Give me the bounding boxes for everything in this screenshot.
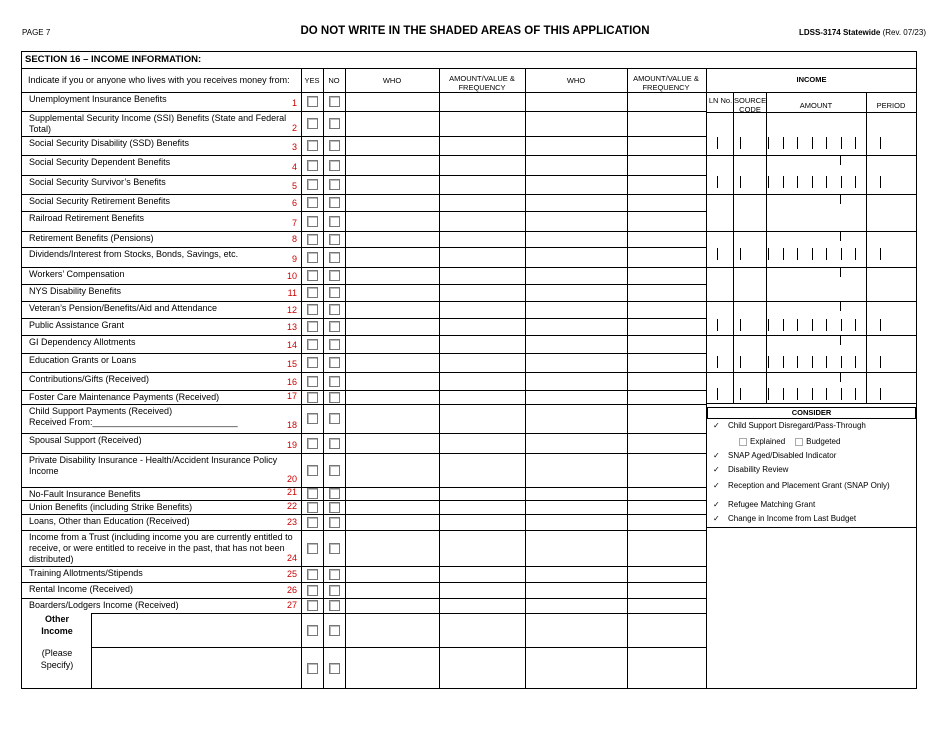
yes-checkbox[interactable] <box>307 543 318 554</box>
row-label: Union Benefits (including Strike Benefits) <box>29 502 193 512</box>
yes-checkbox[interactable] <box>307 339 318 350</box>
consider-item: Child Support Disregard/Pass-Through <box>728 421 866 430</box>
yes-checkbox[interactable] <box>307 118 318 129</box>
check-icon: ✓ <box>713 500 720 509</box>
amount-tick <box>783 356 784 368</box>
row-number: 20 <box>286 474 297 484</box>
row-number: 24 <box>286 553 297 563</box>
form-revision: (Rev. 07/23) <box>882 28 926 37</box>
no-checkbox[interactable] <box>329 600 340 611</box>
row-number: 15 <box>286 359 297 369</box>
row-number: 2 <box>291 123 297 133</box>
row-label: Income from a Trust (including income you are currently entitled to receive, or were entitled to receive in the past, that has not been distributed) <box>29 532 293 564</box>
other-yes-checkbox[interactable] <box>307 625 318 636</box>
amount-tick <box>768 137 769 149</box>
col-amount-2: AMOUNT/VALUE & FREQUENCY <box>633 74 699 92</box>
col-amount: AMOUNT <box>799 101 833 110</box>
no-checkbox[interactable] <box>329 585 340 596</box>
row-label: Training Allotments/Stipends <box>29 568 143 578</box>
row-number: 22 <box>286 501 297 511</box>
income-col-rule <box>766 92 767 403</box>
no-checkbox[interactable] <box>329 270 340 281</box>
row-label: Foster Care Maintenance Payments (Received) <box>29 392 220 402</box>
col-income: INCOME <box>796 75 827 84</box>
row-label: Social Security Survivor’s Benefits <box>29 177 166 187</box>
no-checkbox[interactable] <box>329 216 340 227</box>
no-checkbox[interactable] <box>329 488 340 499</box>
amount-tick <box>717 388 718 400</box>
row-rule <box>22 433 706 434</box>
amount-tick <box>826 356 827 368</box>
income-rule <box>707 301 917 302</box>
amount-tick <box>840 267 841 277</box>
no-checkbox[interactable] <box>329 197 340 208</box>
amount-tick <box>855 388 856 400</box>
check-icon: ✓ <box>713 451 720 460</box>
amount-tick <box>812 319 813 331</box>
income-rule <box>707 267 917 268</box>
amount-tick <box>841 137 842 149</box>
amount-tick <box>740 388 741 400</box>
amount-tick <box>840 231 841 241</box>
row-rule <box>22 155 706 156</box>
amount-tick <box>840 194 841 204</box>
child-support-options <box>739 437 840 446</box>
yes-checkbox[interactable] <box>307 140 318 151</box>
amount-tick <box>717 248 718 260</box>
amount-tick <box>826 388 827 400</box>
row-number: 23 <box>286 517 297 527</box>
no-checkbox[interactable] <box>329 569 340 580</box>
row-rule <box>22 390 706 391</box>
row-rule <box>22 194 706 195</box>
consider-bottom-rule <box>707 527 917 528</box>
row-rule <box>22 514 706 515</box>
other-line-4: Specify) <box>40 660 74 670</box>
amount-tick <box>841 356 842 368</box>
amount-tick <box>740 248 741 260</box>
yes-checkbox[interactable] <box>307 234 318 245</box>
amount-tick <box>717 319 718 331</box>
row-number: 1 <box>291 98 297 108</box>
amount-tick <box>783 388 784 400</box>
yes-checkbox[interactable] <box>307 600 318 611</box>
amount-tick <box>768 388 769 400</box>
amount-tick <box>768 176 769 188</box>
amount-tick <box>768 319 769 331</box>
explained-checkbox[interactable] <box>739 438 747 446</box>
amount-tick <box>717 137 718 149</box>
col-rule <box>301 68 302 689</box>
amount-tick <box>797 248 798 260</box>
no-checkbox[interactable] <box>329 465 340 476</box>
amount-tick <box>841 176 842 188</box>
amount-tick <box>783 137 784 149</box>
row-rule <box>92 647 706 648</box>
check-icon: ✓ <box>713 514 720 523</box>
amount-tick <box>783 176 784 188</box>
row-rule <box>22 404 706 405</box>
row-label: Dividends/Interest from Stocks, Bonds, Savings, etc. <box>29 249 239 259</box>
yes-checkbox[interactable] <box>307 197 318 208</box>
other-yes-checkbox[interactable] <box>307 663 318 674</box>
no-checkbox[interactable] <box>329 160 340 171</box>
form-id <box>799 28 926 37</box>
amount-tick <box>826 319 827 331</box>
amount-tick <box>812 248 813 260</box>
row-rule <box>22 111 706 112</box>
consider-item: Change in Income from Last Budget <box>728 514 857 523</box>
consider-item: Disability Review <box>728 465 789 474</box>
no-checkbox[interactable] <box>329 543 340 554</box>
amount-tick <box>740 356 741 368</box>
amount-tick <box>783 248 784 260</box>
col-no: NO <box>328 76 340 85</box>
row-label: No-Fault Insurance Benefits <box>29 489 141 499</box>
col-rule <box>627 68 628 689</box>
amount-tick <box>880 248 881 260</box>
yes-checkbox[interactable] <box>307 517 318 528</box>
yes-checkbox[interactable] <box>307 465 318 476</box>
amount-tick <box>880 176 881 188</box>
col-source-code: SOURCE CODE <box>734 96 767 114</box>
check-icon: ✓ <box>713 481 720 490</box>
no-checkbox[interactable] <box>329 140 340 151</box>
amount-tick <box>840 372 841 382</box>
row-rule <box>22 598 706 599</box>
no-checkbox[interactable] <box>329 392 340 403</box>
no-checkbox[interactable] <box>329 96 340 107</box>
amount-tick <box>880 137 881 149</box>
amount-tick <box>797 176 798 188</box>
yes-checkbox[interactable] <box>307 585 318 596</box>
consider-item: Reception and Placement Grant (SNAP Only) <box>728 481 890 490</box>
row-label: Workers’ Compensation <box>29 269 125 279</box>
row-number: 10 <box>286 271 297 281</box>
amount-tick <box>740 319 741 331</box>
row-label: Railroad Retirement Benefits <box>29 213 145 223</box>
other-line-3: (Please <box>41 648 73 658</box>
yes-checkbox[interactable] <box>307 179 318 190</box>
no-checkbox[interactable] <box>329 179 340 190</box>
amount-tick <box>841 319 842 331</box>
form-id-code: LDSS-3174 Statewide <box>798 28 881 37</box>
col-rule <box>525 68 526 689</box>
row-rule <box>22 335 706 336</box>
row-number: 13 <box>286 322 297 332</box>
row-number: 5 <box>291 181 297 191</box>
row-rule <box>22 353 706 354</box>
amount-tick <box>768 356 769 368</box>
row-label: Veteran’s Pension/Benefits/Aid and Attendance <box>29 303 217 313</box>
yes-checkbox[interactable] <box>307 270 318 281</box>
row-rule <box>22 92 706 93</box>
col-rule <box>439 68 440 689</box>
no-checkbox[interactable] <box>329 357 340 368</box>
no-checkbox[interactable] <box>329 234 340 245</box>
row-number: 16 <box>286 377 297 387</box>
rule-header <box>22 68 917 69</box>
row-number: 25 <box>286 569 297 579</box>
amount-tick <box>740 137 741 149</box>
yes-checkbox[interactable] <box>307 569 318 580</box>
row-number: 26 <box>286 585 297 595</box>
col-who-2: WHO <box>566 76 586 85</box>
income-rule <box>707 372 917 373</box>
row-label: Child Support Payments (Received) Received From:_____________________________ <box>29 406 238 427</box>
col-rule <box>323 68 324 689</box>
row-label: Social Security Dependent Benefits <box>29 157 171 167</box>
no-checkbox[interactable] <box>329 413 340 424</box>
check-icon: ✓ <box>713 421 720 430</box>
no-checkbox[interactable] <box>329 304 340 315</box>
yes-checkbox[interactable] <box>307 160 318 171</box>
amount-tick <box>717 356 718 368</box>
yes-checkbox[interactable] <box>307 413 318 424</box>
no-checkbox[interactable] <box>329 502 340 513</box>
section-title: SECTION 16 – INCOME INFORMATION: <box>25 54 202 65</box>
amount-tick <box>768 248 769 260</box>
check-icon: ✓ <box>713 465 720 474</box>
row-number: 17 <box>286 391 297 401</box>
row-rule <box>22 582 706 583</box>
amount-tick <box>740 176 741 188</box>
income-rule <box>707 194 917 195</box>
row-number: 27 <box>286 600 297 610</box>
yes-checkbox[interactable] <box>307 357 318 368</box>
row-label: Rental Income (Received) <box>29 584 134 594</box>
income-col-rule <box>733 92 734 403</box>
no-checkbox[interactable] <box>329 438 340 449</box>
budgeted-label: Budgeted <box>806 437 841 446</box>
yes-checkbox[interactable] <box>307 304 318 315</box>
row-label: Supplemental Security Income (SSI) Benefits (State and Federal Total) <box>29 113 287 134</box>
other-line-1: Other <box>44 614 69 624</box>
amount-tick <box>826 137 827 149</box>
amount-tick <box>855 137 856 149</box>
row-label: Loans, Other than Education (Received) <box>29 516 190 526</box>
row-label: NYS Disability Benefits <box>29 286 122 296</box>
row-number: 9 <box>291 254 297 264</box>
row-rule <box>22 247 706 248</box>
other-no-checkbox[interactable] <box>329 625 340 636</box>
no-checkbox[interactable] <box>329 376 340 387</box>
amount-tick <box>826 176 827 188</box>
budgeted-checkbox[interactable] <box>795 438 803 446</box>
no-checkbox[interactable] <box>329 252 340 263</box>
amount-tick <box>880 388 881 400</box>
amount-tick <box>840 155 841 165</box>
yes-checkbox[interactable] <box>307 502 318 513</box>
yes-checkbox[interactable] <box>307 488 318 499</box>
amount-tick <box>826 248 827 260</box>
row-number: 19 <box>286 440 297 450</box>
explained-label: Explained <box>750 437 786 446</box>
row-label: GI Dependency Allotments <box>29 337 136 347</box>
income-rule <box>707 403 917 404</box>
row-label: Private Disability Insurance - Health/Accident Insurance Policy Income <box>29 455 278 476</box>
row-rule <box>22 267 706 268</box>
amount-tick <box>855 356 856 368</box>
row-rule <box>22 530 706 531</box>
row-number: 11 <box>287 288 297 298</box>
other-specify-label <box>22 647 92 671</box>
col-rule <box>706 68 707 689</box>
yes-checkbox[interactable] <box>307 321 318 332</box>
amount-tick <box>880 319 881 331</box>
row-label: Contributions/Gifts (Received) <box>29 374 150 384</box>
row-number: 14 <box>286 340 297 350</box>
row-rule <box>22 284 706 285</box>
row-label: Social Security Retirement Benefits <box>29 196 171 206</box>
row-rule <box>22 372 706 373</box>
row-rule <box>22 566 706 567</box>
amount-tick <box>797 356 798 368</box>
no-checkbox[interactable] <box>329 321 340 332</box>
consider-item: SNAP Aged/Disabled Indicator <box>728 451 837 460</box>
amount-tick <box>797 319 798 331</box>
income-rule <box>707 231 917 232</box>
amount-tick <box>812 356 813 368</box>
yes-checkbox[interactable] <box>307 392 318 403</box>
income-rule <box>707 155 917 156</box>
no-checkbox[interactable] <box>329 287 340 298</box>
yes-checkbox[interactable] <box>307 376 318 387</box>
row-label: Spousal Support (Received) <box>29 435 142 445</box>
row-number: 12 <box>286 305 297 315</box>
amount-tick <box>797 137 798 149</box>
no-checkbox[interactable] <box>329 118 340 129</box>
col-amount-1: AMOUNT/VALUE & FREQUENCY <box>449 74 515 92</box>
row-number: 18 <box>286 420 297 430</box>
section-instruction: Indicate if you or anyone who lives with you receives money from: <box>28 75 290 85</box>
row-label: Unemployment Insurance Benefits <box>29 94 167 104</box>
amount-tick <box>812 176 813 188</box>
col-yes: YES <box>304 76 320 85</box>
row-label: Education Grants or Loans <box>29 355 137 365</box>
row-label: Public Assistance Grant <box>29 320 125 330</box>
yes-checkbox[interactable] <box>307 438 318 449</box>
no-checkbox[interactable] <box>329 517 340 528</box>
row-rule <box>22 318 706 319</box>
row-label: Social Security Disability (SSD) Benefits <box>29 138 190 148</box>
row-number: 8 <box>291 234 297 244</box>
row-number: 4 <box>291 162 297 172</box>
col-ln-no: LN No. <box>708 96 733 105</box>
row-rule <box>22 453 706 454</box>
amount-tick <box>812 388 813 400</box>
amount-tick <box>880 356 881 368</box>
row-rule <box>22 136 706 137</box>
row-rule <box>22 231 706 232</box>
amount-tick <box>840 301 841 311</box>
other-no-checkbox[interactable] <box>329 663 340 674</box>
other-income-label <box>22 613 92 637</box>
amount-tick <box>855 248 856 260</box>
row-number: 3 <box>291 142 297 152</box>
yes-checkbox[interactable] <box>307 252 318 263</box>
row-number: 21 <box>286 487 297 497</box>
col-rule <box>345 68 346 689</box>
yes-checkbox[interactable] <box>307 96 318 107</box>
no-checkbox[interactable] <box>329 339 340 350</box>
row-number: 7 <box>291 218 297 228</box>
yes-checkbox[interactable] <box>307 287 318 298</box>
row-label: Boarders/Lodgers Income (Received) <box>29 600 179 610</box>
amount-tick <box>841 388 842 400</box>
income-rule <box>707 335 917 336</box>
amount-tick <box>812 137 813 149</box>
row-rule <box>22 301 706 302</box>
row-rule <box>92 613 706 614</box>
page-number: PAGE 7 <box>22 28 51 37</box>
amount-tick <box>717 176 718 188</box>
col-who-1: WHO <box>382 76 402 85</box>
amount-tick <box>855 176 856 188</box>
yes-checkbox[interactable] <box>307 216 318 227</box>
amount-tick <box>855 319 856 331</box>
amount-tick <box>840 335 841 345</box>
income-col-rule <box>866 92 867 403</box>
row-rule <box>22 211 706 212</box>
row-rule <box>22 487 706 488</box>
income-rule <box>707 92 917 93</box>
amount-tick <box>797 388 798 400</box>
page-title: DO NOT WRITE IN THE SHADED AREAS OF THIS APPLICATION <box>300 25 650 37</box>
row-rule <box>22 500 706 501</box>
row-number: 6 <box>291 198 297 208</box>
row-rule <box>22 175 706 176</box>
amount-tick <box>783 319 784 331</box>
col-period: PERIOD <box>876 101 906 110</box>
other-line-2: Income <box>41 626 73 636</box>
consider-title: CONSIDER <box>707 407 916 419</box>
row-label: Retirement Benefits (Pensions) <box>29 233 154 243</box>
amount-tick <box>841 248 842 260</box>
consider-item: Refugee Matching Grant <box>728 500 816 509</box>
